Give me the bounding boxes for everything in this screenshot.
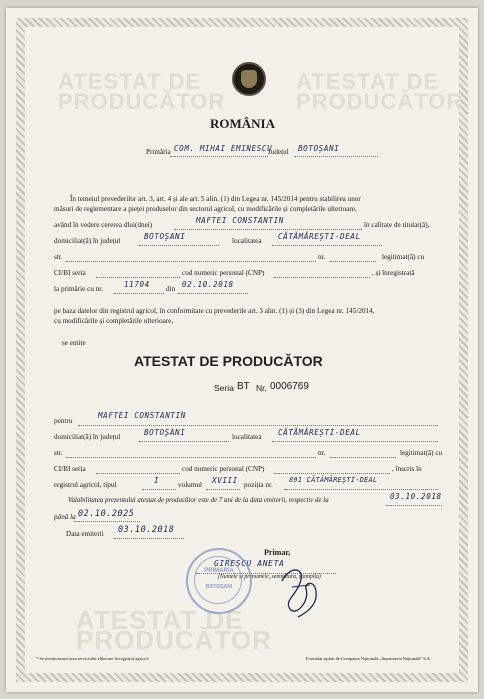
issue-label: Data emiterii [66,530,104,538]
locality-label: localitatea [232,237,262,245]
cnp-label: cod numeric personal (CNP) [182,269,265,277]
applicant-line [174,221,362,230]
cert-domicile-county: BOTOȘANI [144,428,186,437]
applicant-label: având în vedere cererea dlui(dnei) [54,221,153,229]
pentru-value: MAFTEI CONSTANTIN [98,411,186,420]
ci-label: CI/BI seria [54,269,86,277]
stamp-top-text: PRIMARIA [204,568,234,574]
registered-label: , și înregistrată [372,269,415,277]
cert-legitimat-label: legitimat(ă) cu [400,449,443,457]
nr-label: nr. [318,253,326,261]
footer-left: * Se menționează taxa serviciului eliberare în registrul agricol. [36,656,149,661]
nr-value-cert: 0006769 [270,381,309,392]
valid-until-value: 02.10.2025 [78,508,135,518]
reg-date-line [178,285,248,294]
valid-from-value: 03.10.2018 [390,492,442,501]
issue-date: 03.10.2018 [118,524,175,534]
footer-right: Formular tipărit de Compania Națională „Imprimeria Națională" S.A. [306,656,432,661]
emite-label: se emite [62,339,86,347]
nr-line [330,253,376,262]
handwritten-signature-icon [276,561,322,619]
str-label: str. [54,253,63,261]
locality-value: CĂTĂMĂREȘTI-DEAL [278,232,361,241]
legitimat-label: legitimat(ă) cu [382,253,425,261]
stamp-bottom-text: BOTOȘANI [205,584,233,590]
cert-nr-label: nr. [318,449,326,457]
series-label: Seria [214,383,234,393]
registru-label: registrul agricol, tipul [54,481,117,489]
certificate-title: ATESTAT DE PRODUCĂTOR [134,353,323,369]
series-value: BT [237,381,250,392]
primaria-value: COM. MIHAI EMINESCU [174,144,273,153]
basis-line-2: cu modificările și completările ulterioare, [54,317,174,325]
watermark-top-left: ATESTAT DE PRODUCĂTOR [58,69,226,114]
volum-line [206,481,240,490]
cert-locality-value: CĂTĂMĂREȘTI-DEAL [278,428,361,437]
cert-ci-label: CI/BI seria [54,465,86,473]
validity-text: Valabilitatea prezentului atestat de producător este de 7 ani de la data emiterii, respectiv de la [68,497,329,504]
cert-domicile-line [139,433,229,442]
cert-str-line [66,449,316,458]
cert-cnp-label: cod numeric personal (CNP) [182,465,265,473]
intro-line-2: măsuri de reglementare a pieței produselor din sectorul agricol, cu modificările și completările ulterioare, [54,205,357,213]
cert-ci-line [96,465,180,474]
reg-date-label: din [166,285,176,293]
cert-inscris-label: , înscris în [392,465,422,473]
pozitia-label: poziția nr. [244,481,273,489]
pozitia-value: 891 CĂTĂMĂREȘTI-DEAL [289,476,378,484]
reg-line [114,285,164,294]
reg-value: 11704 [124,280,150,289]
cert-locality-label: localitatea [232,433,262,441]
reg-date-value: 02.10.2018 [182,280,234,289]
mayor-role: Primar, [264,548,291,557]
primaria-label: Primăria [146,148,171,156]
valid-from-line [386,497,442,506]
valid-until-label: până la [54,513,76,521]
coat-of-arms-icon [232,62,266,96]
country-title: ROMÂNIA [210,116,275,131]
official-stamp-icon [186,548,252,614]
volum-value: XVIII [212,476,238,485]
valid-until-line [74,513,140,522]
locality-line [272,237,382,246]
ci-line [96,269,180,278]
cert-nr-line [330,449,396,458]
domicile-line [139,237,219,246]
volum-label: volumul [178,481,202,489]
pentru-line [78,417,438,426]
domicile-county: BOTOȘANI [144,232,186,241]
intro-line-1: În temeiul prevederilor art. 3, art. 4 și ale art. 5 alin. (1) din Legea nr. 145/2014 pentru stabilirea unor [70,195,361,203]
titular-label: în calitate de titular(ă), [364,221,430,229]
cnp-line [274,269,370,278]
pentru-label: pentru [54,417,73,425]
cert-str-label: str. [54,449,63,457]
judetul-value: BOTOȘANI [298,144,340,153]
applicant-value: MAFTEI CONSTANTIN [196,216,284,225]
basis-line-1: pe baza datelor din registrul agricol, în conformitate cu prevederile art. 3 alin. (1) și (3) din Legea nr. 145/2014, [54,307,375,315]
primaria-line [170,148,268,157]
signature-caption: (Numele și prenumele, semnătura, ștampila) [218,574,321,580]
cert-cnp-line [274,465,390,474]
cert-locality-line [272,433,438,442]
nr-label-cert: Nr. [256,383,267,393]
watermark-bottom: ATESTAT DE PRODUCĂTOR [76,605,272,655]
pozitia-line [284,481,438,490]
tip-value: I [154,476,160,485]
judetul-label: Județul [268,148,289,156]
mayor-name: GIRESCU ANETA [214,559,285,568]
str-line [66,253,316,262]
cert-domicile-label: domiciliat(ă) în județul [54,433,121,441]
reg-label: la primărie cu nr. [54,285,104,293]
tip-line [142,481,176,490]
domicile-label: domiciliat(ă) în județul [54,237,121,245]
judetul-line [294,148,378,157]
issue-line [114,530,184,539]
document-page [6,8,478,692]
watermark-top-right: ATESTAT DE PRODUCĂTOR [296,69,464,114]
